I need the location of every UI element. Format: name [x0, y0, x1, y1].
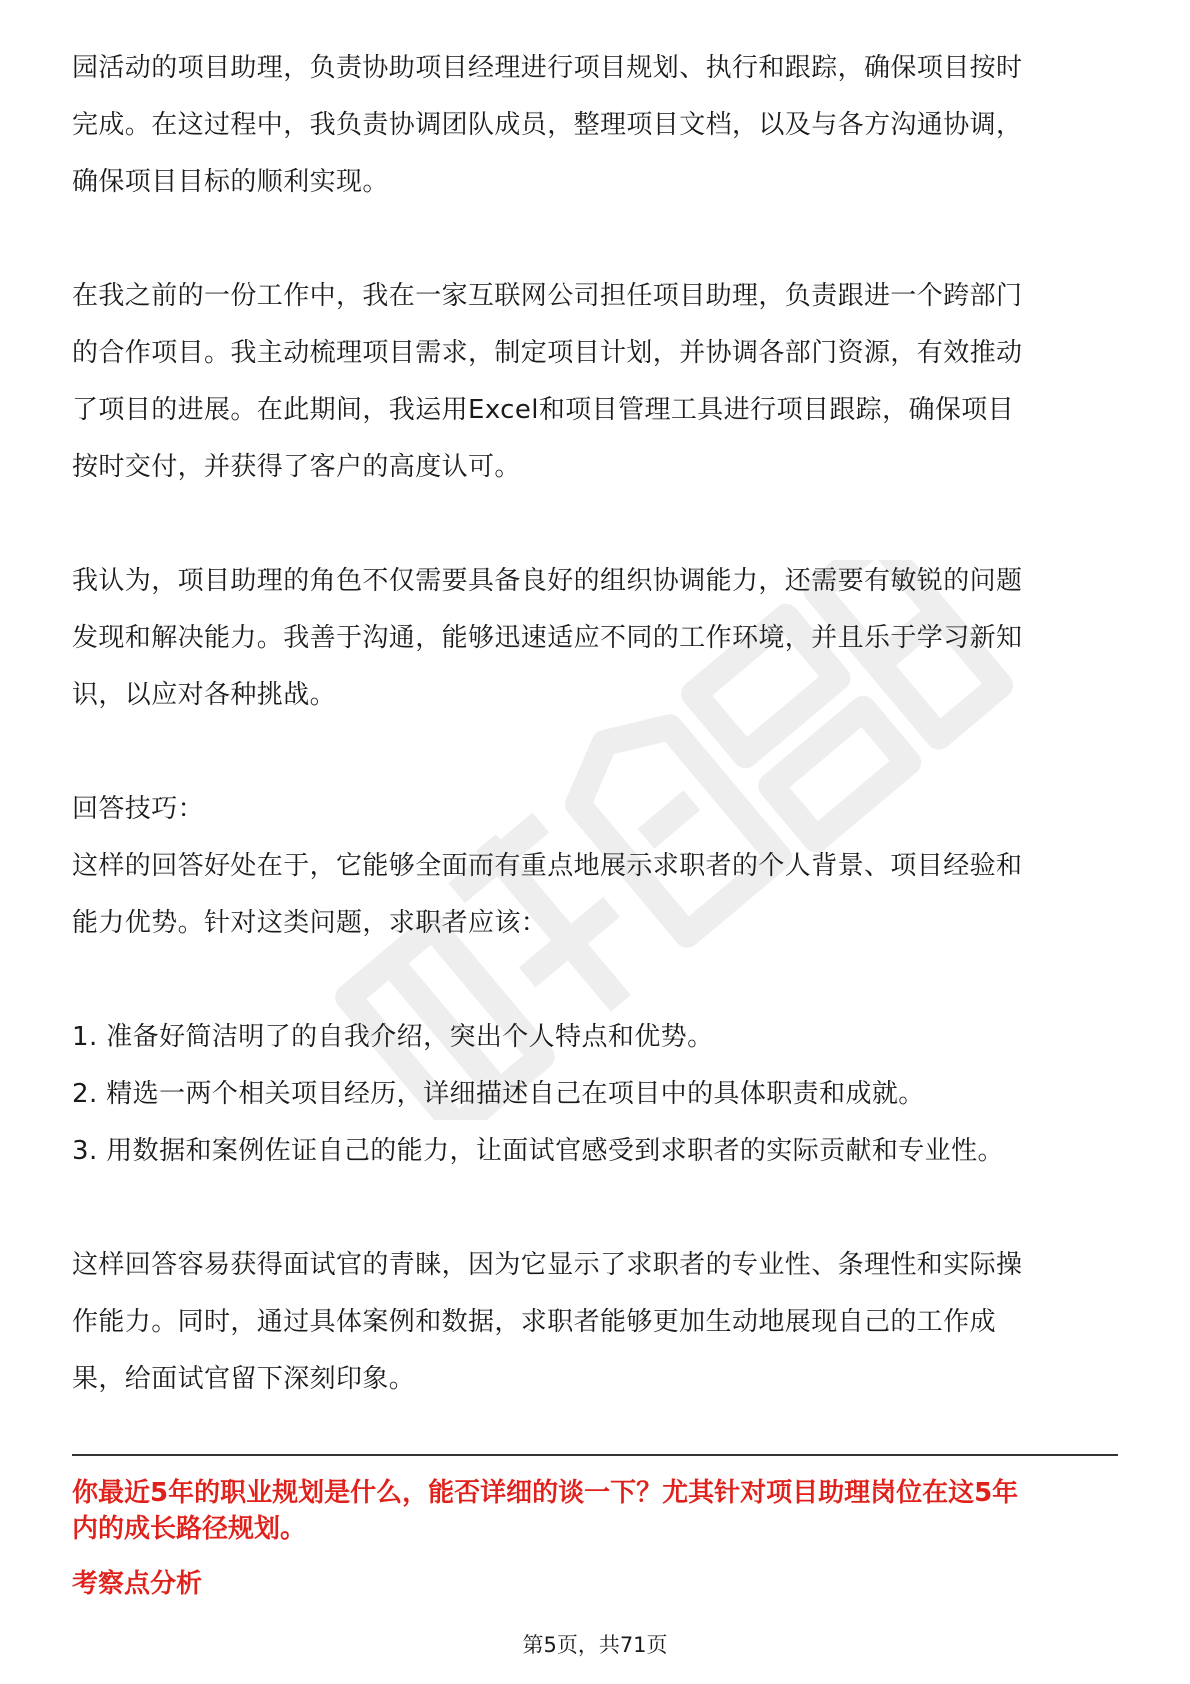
text-line: 园活动的项目助理，负责协助项目经理进行项目规划、执行和跟踪，确保项目按时 — [72, 53, 1023, 83]
paragraph-previous-job — [72, 268, 1118, 496]
tips-intro — [72, 838, 1118, 952]
tips-list — [72, 1009, 1118, 1180]
text-line: 我认为，项目助理的角色不仅需要具备良好的组织协调能力，还需要有敏锐的问题 — [72, 566, 1023, 596]
text-line: 了项目的进展。在此期间，我运用Excel和项目管理工具进行项目跟踪，确保项目 — [72, 395, 1015, 425]
text-line: 确保项目目标的顺利实现。 — [72, 167, 389, 197]
paragraph-self-assessment — [72, 553, 1118, 724]
section-divider — [72, 1454, 1118, 1456]
tips-label: 回答技巧： — [72, 794, 205, 824]
text-line: 这样回答容易获得面试官的青睐，因为它显示了求职者的专业性、条理性和实际操 — [72, 1250, 1023, 1280]
text-line: 的合作项目。我主动梳理项目需求，制定项目计划，并协调各部门资源，有效推动 — [72, 338, 1023, 368]
question-line: 你最近5年的职业规划是什么，能否详细的谈一下？尤其针对项目助理岗位在这5年 — [72, 1478, 1019, 1508]
text-line: 按时交付，并获得了客户的高度认可。 — [72, 452, 521, 482]
interview-question — [72, 1475, 1122, 1547]
text-line: 在我之前的一份工作中，我在一家互联网公司担任项目助理，负责跟进一个跨部门 — [72, 281, 1023, 311]
text-line: 发现和解决能力。我善于沟通，能够迅速适应不同的工作环境，并且乐于学习新知 — [72, 623, 1023, 653]
section-heading: 考察点分析 — [72, 1569, 203, 1599]
list-item: 2. 精选一两个相关项目经历，详细描述自己在项目中的具体职责和成就。 — [72, 1079, 925, 1109]
text-line: 能力优势。针对这类问题，求职者应该： — [72, 908, 548, 938]
page-footer — [0, 1630, 1190, 1660]
text-line: 作能力。同时，通过具体案例和数据，求职者能够更加生动地展现自己的工作成 — [72, 1307, 997, 1337]
document-body — [72, 40, 1118, 1408]
text-line: 这样的回答好处在于，它能够全面而有重点地展示求职者的个人背景、项目经验和 — [72, 851, 1023, 881]
list-item: 1. 准备好简洁明了的自我介绍，突出个人特点和优势。 — [72, 1022, 714, 1052]
list-item: 3. 用数据和案例佐证自己的能力，让面试官感受到求职者的实际贡献和专业性。 — [72, 1136, 1004, 1166]
question-line: 内的成长路径规划。 — [72, 1514, 307, 1544]
paragraph-closing — [72, 1237, 1118, 1408]
text-line: 完成。在这过程中，我负责协调团队成员，整理项目文档，以及与各方沟通协调， — [72, 110, 1023, 140]
text-line: 识，以应对各种挑战。 — [72, 680, 337, 710]
page-number: 第5页，共71页 — [522, 1633, 668, 1657]
text-line: 果，给面试官留下深刻印象。 — [72, 1364, 416, 1394]
paragraph-project-assistant-role — [72, 40, 1118, 211]
